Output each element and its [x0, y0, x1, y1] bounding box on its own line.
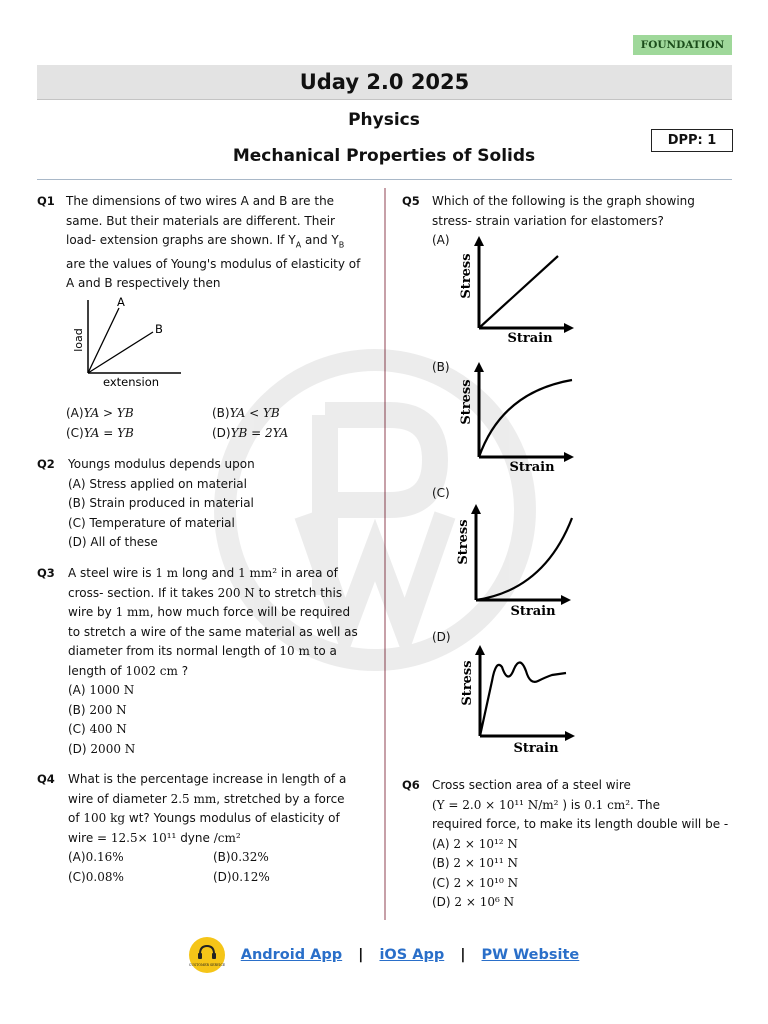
- option-d[interactable]: (D) 2 × 10⁶ N: [432, 895, 515, 909]
- question-text: cross- section. If it takes 200 N to stretch this: [68, 585, 343, 600]
- question-text: Which of the following is the graph showing: [432, 194, 695, 208]
- question-number: Q1: [37, 194, 55, 208]
- question-text: required force, to make its length double will be -: [432, 817, 729, 831]
- options: [66, 404, 366, 443]
- option-a-label[interactable]: (A): [432, 233, 450, 247]
- subject-heading: Physics: [348, 110, 420, 130]
- question-3: [37, 564, 377, 764]
- graph-xlabel: Strain: [509, 460, 555, 475]
- question-text: wire of diameter 2.5 mm, stretched by a force: [68, 791, 345, 806]
- option-b[interactable]: (B) 2 × 10¹¹ N: [432, 856, 518, 870]
- graph-ylabel: Stress: [456, 519, 471, 565]
- graph-line-b-label: B: [155, 322, 163, 336]
- graph-xlabel: Strain: [507, 331, 553, 346]
- option-c[interactable]: (C)YA = YB: [66, 425, 134, 440]
- question-number: Q5: [402, 194, 420, 208]
- android-app-link[interactable]: Android App: [240, 947, 343, 963]
- option-b[interactable]: (B)YA < YB: [212, 406, 280, 420]
- question-text: A steel wire is 1 m long and 1 mm² in area of: [68, 566, 338, 580]
- graph-d[interactable]: [454, 645, 574, 758]
- question-4: [37, 770, 377, 890]
- option-c[interactable]: (C) Temperature of material: [68, 515, 235, 530]
- question-6: [402, 776, 742, 916]
- graph-a[interactable]: [454, 236, 574, 344]
- svg-text:CUSTOMER SERVICE: CUSTOMER SERVICE: [188, 963, 225, 967]
- option-a[interactable]: (A) 2 × 10¹² N: [432, 836, 518, 851]
- option-b-label[interactable]: (B): [432, 360, 450, 374]
- question-text: same. But their materials are different. Their: [66, 213, 335, 228]
- option-c-label[interactable]: (C): [432, 486, 450, 500]
- question-text: The dimensions of two wires A and B are the: [66, 194, 335, 208]
- graph-ylabel: Stress: [459, 379, 474, 425]
- question-text: (Y = 2.0 × 10¹¹ N/m² ) is 0.1 cm². The: [432, 797, 660, 812]
- option-d-label[interactable]: (D): [432, 630, 451, 644]
- option-d[interactable]: (D) 2000 N: [68, 741, 136, 756]
- graph-ylabel: Stress: [459, 253, 474, 299]
- option-a[interactable]: (A)YA > YB: [66, 406, 134, 420]
- page-title: Uday 2.0 2025: [37, 65, 732, 100]
- option-d[interactable]: (D)YB = 2YA: [212, 425, 289, 440]
- question-text: stress- strain variation for elastomers?: [432, 213, 664, 228]
- ios-app-link[interactable]: iOS App: [379, 947, 445, 963]
- header-rule: [37, 179, 732, 180]
- load-extension-graph: [71, 296, 201, 388]
- graph-xlabel: extension: [102, 375, 160, 389]
- option-b[interactable]: (B)0.32%: [213, 850, 269, 864]
- option-a[interactable]: (A)0.16%: [68, 850, 124, 864]
- link-separator: |: [460, 947, 466, 963]
- question-text: load- extension graphs are shown. If $Y_A$ and $Y_B$: [66, 233, 345, 250]
- graph-xlabel: Strain: [513, 741, 559, 756]
- option-b[interactable]: (B) 200 N: [68, 702, 127, 717]
- question-1: [37, 192, 377, 447]
- customer-service-icon[interactable]: [189, 937, 225, 973]
- question-text: Youngs modulus depends upon: [68, 457, 255, 471]
- option-d[interactable]: (D)0.12%: [213, 869, 270, 884]
- question-text: Cross section area of a steel wire: [432, 778, 631, 792]
- question-text: wire = 12.5× 10¹¹ dyne /cm²: [68, 830, 241, 845]
- graph-b[interactable]: [454, 362, 574, 475]
- graph-c[interactable]: [454, 504, 574, 618]
- dpp-label: DPP: 1: [651, 129, 733, 152]
- question-text: wire by 1 mm, how much force will be required: [68, 605, 351, 619]
- link-separator: |: [358, 947, 364, 963]
- question-number: Q4: [37, 772, 55, 786]
- option-d[interactable]: (D) All of these: [68, 535, 158, 549]
- question-2: [37, 455, 377, 555]
- graph-xlabel: Strain: [510, 604, 556, 619]
- question-text: are the values of Young's modulus of elasticity of: [66, 256, 361, 271]
- option-b[interactable]: (B) Strain produced in material: [68, 496, 254, 510]
- option-a[interactable]: (A) Stress applied on material: [68, 476, 247, 491]
- footer-links: [0, 938, 768, 972]
- graph-ylabel: Stress: [460, 660, 475, 706]
- question-text: diameter from its normal length of 10 m to a: [68, 644, 337, 658]
- graph-ylabel: load: [72, 328, 85, 352]
- option-c[interactable]: (C) 400 N: [68, 722, 127, 736]
- graph-line-a-label: A: [117, 295, 125, 309]
- question-text: length of 1002 cm ?: [68, 663, 189, 678]
- question-5: [402, 192, 742, 767]
- option-c[interactable]: (C) 2 × 10¹⁰ N: [432, 875, 519, 890]
- question-text: What is the percentage increase in length of a: [68, 772, 347, 786]
- question-text: of 100 kg wt? Youngs modulus of elasticity of: [68, 811, 340, 825]
- question-number: Q3: [37, 566, 55, 580]
- foundation-badge: FOUNDATION: [633, 35, 732, 55]
- question-number: Q6: [402, 778, 420, 792]
- pw-website-link[interactable]: PW Website: [481, 947, 580, 963]
- question-number: Q2: [37, 457, 55, 471]
- chapter-heading: Mechanical Properties of Solids: [232, 146, 536, 166]
- option-c[interactable]: (C)0.08%: [68, 869, 124, 884]
- question-text: A and B respectively then: [66, 276, 221, 291]
- question-text: to stretch a wire of the same material as well as: [68, 624, 358, 639]
- option-a[interactable]: (A) 1000 N: [68, 683, 135, 697]
